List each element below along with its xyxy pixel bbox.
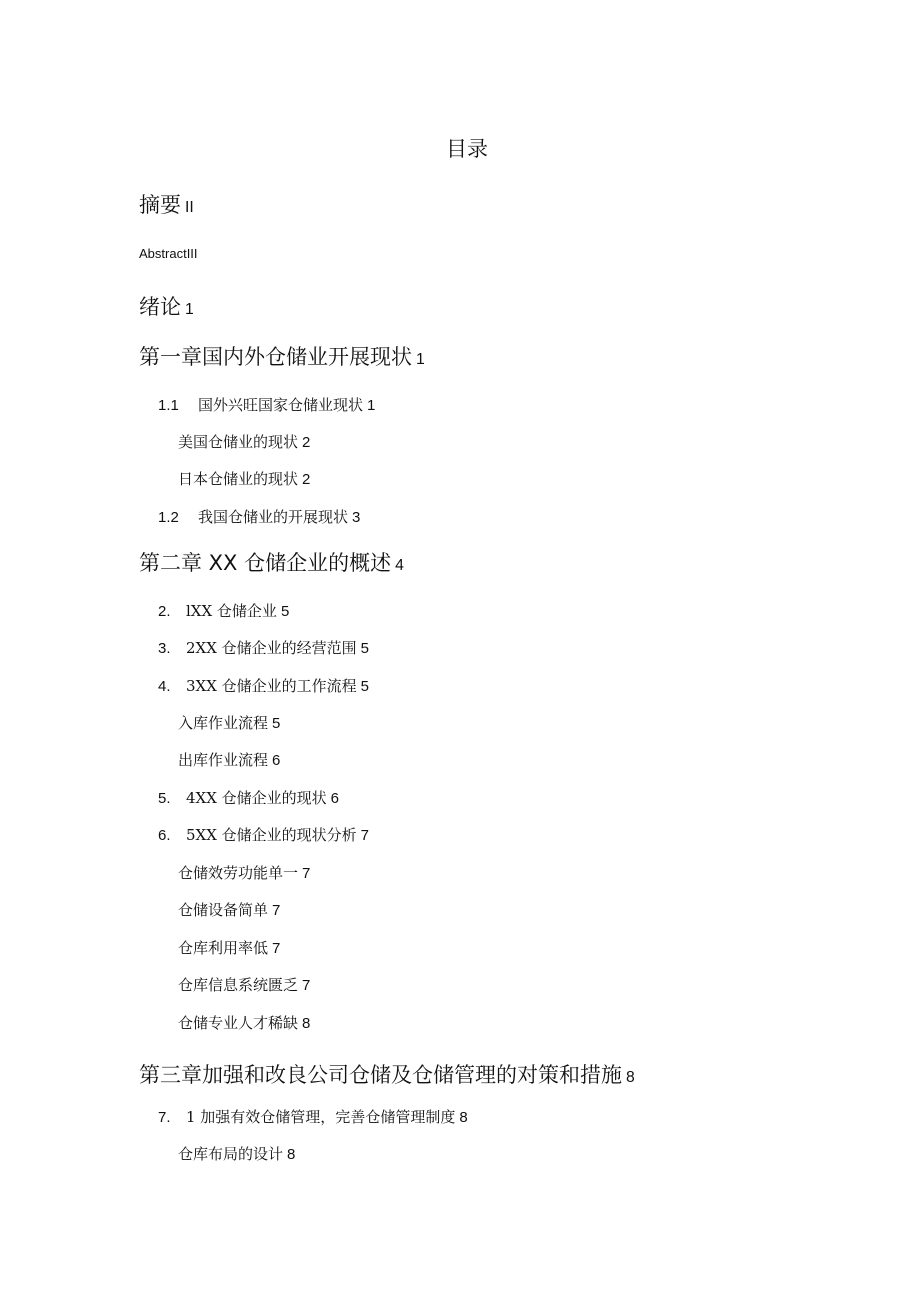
toc-entry-abstract-cn[interactable] [139, 190, 194, 223]
toc-entry-page: 2 [302, 471, 311, 488]
toc-entry-text: 3XX 仓储企业的工作流程 [186, 677, 357, 695]
toc-entry-page: 6 [330, 790, 340, 807]
toc-entry-number: 1.1 [158, 397, 179, 414]
toc-entry-number: 2. [158, 603, 171, 620]
toc-entry-section-3[interactable] [158, 637, 369, 660]
toc-entry-text: 仓库布局的设计 [178, 1145, 284, 1163]
toc-entry-text: 第一章国内外仓储业开展现状 [139, 345, 412, 369]
toc-entry-page: 5 [272, 715, 281, 732]
toc-entry-number: 3. [158, 640, 171, 657]
toc-entry-text: 仓储专业人才稀缺 [178, 1014, 299, 1032]
toc-entry-sub-utilization[interactable] [178, 937, 280, 960]
toc-entry-page: 3 [352, 509, 361, 526]
toc-entry-sub-layout[interactable] [178, 1143, 295, 1166]
toc-entry-chapter-1[interactable] [139, 342, 425, 375]
toc-entry-text: Abstract [139, 246, 187, 261]
toc-entry-sub-usa[interactable] [178, 431, 310, 454]
toc-entry-text: 我国仓储业的开展现状 [198, 508, 349, 526]
toc-entry-page: 5 [360, 640, 370, 657]
toc-entry-sub-outbound[interactable] [178, 749, 280, 772]
toc-entry-text: 日本仓储业的现状 [178, 470, 299, 488]
toc-entry-text: 4XX 仓储企业的现状 [186, 789, 327, 807]
toc-entry-page: 1 [416, 351, 425, 368]
toc-entry-page: 1 [185, 301, 194, 318]
toc-entry-text: 国外兴旺国家仓储业现状 [198, 396, 364, 414]
toc-entry-sub-service[interactable] [178, 862, 310, 885]
toc-entry-number: 7. [158, 1109, 171, 1126]
toc-entry-page: II [185, 199, 194, 216]
toc-entry-sub-japan[interactable] [178, 468, 310, 491]
toc-entry-page: 7 [272, 940, 281, 957]
toc-entry-section-1-1[interactable] [158, 394, 375, 417]
toc-entry-number: 5. [158, 790, 171, 807]
toc-entry-page: 6 [272, 752, 281, 769]
toc-entry-text: 美国仓储业的现状 [178, 433, 299, 451]
toc-entry-text: 仓库利用率低 [178, 939, 269, 957]
toc-title: 目录 [446, 137, 488, 161]
toc-entry-sub-equipment[interactable] [178, 899, 280, 922]
toc-entry-page: 8 [459, 1109, 468, 1126]
toc-entry-chapter-2[interactable] [139, 548, 404, 581]
toc-entry-text: 绪论 [139, 295, 181, 319]
toc-entry-text: 5XX 仓储企业的现状分析 [186, 826, 357, 844]
toc-entry-number: 6. [158, 827, 171, 844]
toc-entry-section-5[interactable] [158, 787, 339, 810]
toc-entry-text: 入库作业流程 [178, 714, 269, 732]
toc-entry-section-7[interactable] [158, 1106, 468, 1129]
toc-entry-page: 5 [280, 603, 290, 620]
toc-entry-page: 7 [272, 902, 281, 919]
toc-entry-text: 摘要 [139, 193, 181, 217]
toc-entry-page: 8 [302, 1015, 311, 1032]
toc-entry-section-6[interactable] [158, 824, 369, 847]
toc-entry-number: 4. [158, 678, 171, 695]
toc-entry-sub-info-system[interactable] [178, 974, 310, 997]
toc-entry-page: 7 [302, 977, 311, 994]
toc-entry-sub-inbound[interactable] [178, 712, 280, 735]
toc-entry-text: 1 加强有效仓储管理，完善仓储管理制度 [186, 1108, 456, 1126]
toc-entry-text: lXX 仓储企业 [186, 602, 277, 620]
toc-entry-page: 7 [360, 827, 370, 844]
toc-entry-page: 8 [626, 1069, 635, 1086]
toc-entry-page: 7 [302, 865, 311, 882]
toc-entry-page: 8 [287, 1146, 296, 1163]
toc-entry-chapter-3[interactable] [139, 1060, 635, 1093]
toc-entry-text: 出库作业流程 [178, 751, 269, 769]
toc-entry-section-4[interactable] [158, 675, 369, 698]
toc-entry-text: 仓储效劳功能单一 [178, 864, 299, 882]
toc-entry-abstract-en[interactable] [139, 244, 198, 264]
toc-entry-text: 第三章加强和改良公司仓储及仓储管理的对策和措施 [139, 1063, 622, 1087]
toc-entry-text: 2XX 仓储企业的经营范围 [186, 639, 357, 657]
toc-entry-text: 第二章 XX 仓储企业的概述 [139, 551, 392, 575]
toc-entry-page: III [186, 246, 198, 261]
toc-entry-page: 1 [367, 397, 376, 414]
toc-entry-number: 1.2 [158, 509, 179, 526]
toc-entry-text: 仓储设备简单 [178, 901, 269, 919]
toc-entry-section-1-2[interactable] [158, 506, 360, 529]
toc-entry-page: 5 [360, 678, 370, 695]
toc-entry-introduction[interactable] [139, 292, 194, 325]
toc-entry-page: 2 [302, 434, 311, 451]
toc-entry-page: 4 [395, 557, 404, 574]
toc-entry-section-2[interactable] [158, 600, 289, 623]
toc-entry-text: 仓库信息系统匮乏 [178, 976, 299, 994]
toc-entry-sub-talent[interactable] [178, 1012, 310, 1035]
